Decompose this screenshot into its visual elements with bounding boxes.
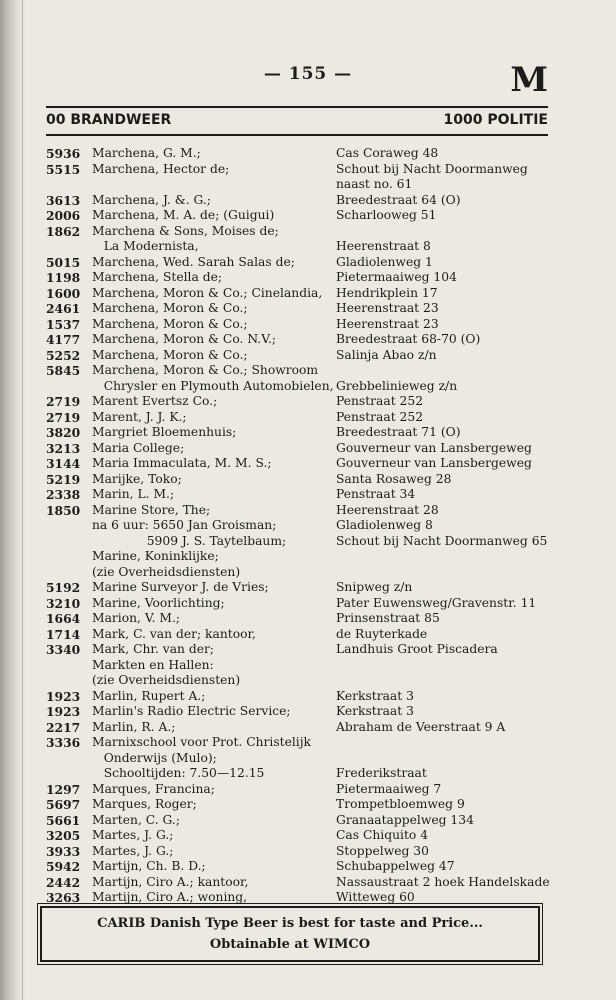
directory-entry [46, 580, 556, 596]
directory-entry [46, 859, 556, 875]
entry-name: Marchena, J. &. G.; [92, 192, 211, 207]
entry-address: Trompetbloemweg 9 [336, 797, 465, 811]
entry-address: Penstraat 34 [336, 487, 416, 501]
entry-phone-number: 1714 [46, 626, 81, 642]
entry-address: Gouverneur van Lansbergeweg [336, 456, 532, 470]
entry-phone-number: 1923 [46, 704, 81, 719]
advertisement-box [40, 906, 540, 962]
entry-phone-number: 1664 [46, 611, 81, 626]
entry-phone-number: 2719 [46, 394, 81, 409]
directory-entry [46, 162, 556, 178]
entry-name: Marchena, Hector de; [92, 161, 230, 176]
header-brandweer: 00 BRANDWEER [46, 112, 172, 128]
entry-address: Kerkstraat 3 [336, 688, 414, 703]
entry-name: Margriet Bloemenhuis; [92, 425, 237, 439]
entry-address: Salinja Abao z/n [336, 347, 437, 362]
entry-name: Maria Immaculata, M. M. S.; [92, 456, 272, 470]
entry-name: Maria College; [92, 440, 185, 455]
entry-name: Marlin, Rupert A.; [92, 688, 206, 703]
entry-phone-number: 3263 [46, 890, 81, 905]
entry-phone-number: 2719 [46, 409, 81, 425]
directory-entry [46, 534, 556, 550]
entry-name: Marlin's Radio Electric Service; [92, 704, 291, 718]
directory-entry [46, 890, 556, 906]
entry-address: Cas Coraweg 48 [336, 146, 439, 160]
entry-name: Marques, Francina; [92, 781, 215, 796]
entry-name: Martijn, Ch. B. D.; [92, 859, 206, 873]
entry-address: Gladiolenweg 1 [336, 254, 433, 269]
directory-entry [46, 751, 556, 767]
directory-entry [46, 704, 556, 720]
entry-address: Cas Chiquito 4 [336, 828, 429, 842]
entry-name: Marchena, G. M.; [92, 146, 201, 160]
advert-line-2: Obtainable at WIMCO [209, 937, 371, 952]
entry-address: Landhuis Groot Piscadera [336, 642, 498, 656]
entry-name: Marine, Koninklijke; [92, 549, 219, 563]
entry-name: Marchena, Moron & Co. N.V.; [92, 332, 276, 346]
entry-name: 5909 J. S. Taytelbaum; [92, 533, 287, 548]
entry-phone-number: 2217 [46, 719, 81, 735]
entry-address: Abraham de Veerstraat 9 A [336, 719, 506, 734]
entry-phone-number: 3213 [46, 440, 81, 456]
entry-phone-number: 1537 [46, 316, 81, 332]
entry-phone-number: 5936 [46, 146, 81, 161]
entry-phone-number: 5845 [46, 363, 81, 378]
directory-entry [46, 394, 556, 410]
directory-entry [46, 193, 556, 209]
entry-name: Marijke, Toko; [92, 471, 182, 486]
entry-phone-number: 2338 [46, 487, 81, 502]
entry-name: Mark, Chr. van der; [92, 642, 215, 656]
directory-entry [46, 828, 556, 844]
entry-phone-number: 5252 [46, 347, 81, 363]
directory-entry [46, 224, 556, 240]
directory-entry [46, 425, 556, 441]
entry-phone-number: 2442 [46, 874, 81, 890]
entry-address: Penstraat 252 [336, 394, 424, 408]
entry-address: Santa Rosaweg 28 [336, 471, 452, 486]
entry-address: Gouverneur van Lansbergeweg [336, 440, 532, 455]
entry-phone-number: 2461 [46, 301, 81, 316]
entry-name: Marine Surveyor J. de Vries; [92, 580, 269, 594]
entry-name: Marchena, Moron & Co.; [92, 347, 248, 362]
spine-edge [22, 0, 23, 1000]
entry-phone-number: 5515 [46, 161, 81, 177]
directory-entry [46, 518, 556, 534]
entry-phone-number: 1198 [46, 270, 81, 285]
entry-address: Heerenstraat 23 [336, 316, 439, 331]
directory-listing [46, 146, 556, 906]
entry-address: Heerenstraat 28 [336, 502, 439, 517]
entry-address: Nassaustraat 2 hoek Handelskade [336, 874, 550, 889]
advert-line-1: CARIB Danish Type Beer is best for taste and Price... [97, 916, 483, 931]
directory-entry [46, 658, 556, 674]
entry-phone-number: 5192 [46, 580, 81, 595]
entry-address: Schubappelweg 47 [336, 859, 455, 873]
directory-entry [46, 487, 556, 503]
entry-address: Breedestraat 71 (O) [336, 425, 461, 439]
entry-phone-number: 3144 [46, 456, 81, 471]
entry-phone-number: 1862 [46, 223, 81, 239]
entry-name: Marchena, Moron & Co.; Showroom [92, 363, 319, 377]
directory-entry [46, 565, 556, 581]
entry-address: Snipweg z/n [336, 580, 413, 594]
entry-phone-number: 5697 [46, 797, 81, 812]
directory-entry [46, 286, 556, 302]
entry-name: Marten, C. G.; [92, 812, 180, 827]
entry-name: Marnixschool voor Prot. Christelijk [92, 735, 312, 749]
directory-entry [46, 844, 556, 860]
directory-entry [46, 301, 556, 317]
entry-address: Prinsenstraat 85 [336, 611, 440, 625]
directory-entry [46, 813, 556, 829]
entry-phone-number: 1850 [46, 502, 81, 518]
entry-name: Marlin, R. A.; [92, 719, 176, 734]
directory-entry [46, 363, 556, 379]
entry-address: Hendrikplein 17 [336, 285, 438, 300]
directory-entry [46, 379, 556, 395]
directory-entry [46, 627, 556, 643]
entry-name: Marchena, Stella de; [92, 270, 222, 284]
directory-entry [46, 596, 556, 612]
entry-name: Mark, C. van der; kantoor, [92, 626, 256, 641]
directory-entry [46, 549, 556, 565]
entry-name: Markten en Hallen: [92, 657, 214, 672]
entry-name: Marchena, Moron & Co.; Cinelandia, [92, 285, 323, 300]
entry-name: Marques, Roger; [92, 797, 197, 811]
entry-name: Marent, J. J. K.; [92, 409, 187, 424]
entry-phone-number: 2006 [46, 208, 81, 223]
directory-entry [46, 441, 556, 457]
entry-phone-number: 1297 [46, 781, 81, 797]
directory-entry [46, 766, 556, 782]
entry-phone-number: 5942 [46, 859, 81, 874]
directory-entry [46, 410, 556, 426]
directory-entry [46, 642, 556, 658]
entry-address: Schout bij Nacht Doormanweg 65 [336, 533, 548, 548]
entry-address: Heerenstraat 23 [336, 301, 439, 315]
entry-name: (zie Overheidsdiensten) [92, 564, 241, 579]
directory-entry [46, 317, 556, 333]
entry-name: Marent Evertsz Co.; [92, 394, 218, 408]
entry-name: Marion, V. M.; [92, 611, 181, 625]
directory-entry [46, 503, 556, 519]
entry-name: Marine, Voorlichting; [92, 595, 225, 610]
entry-phone-number: 3340 [46, 642, 81, 657]
entry-name: Marchena, Wed. Sarah Salas de; [92, 254, 295, 269]
entry-name: (zie Overheidsdiensten) [92, 673, 241, 687]
entry-name: Marchena, M. A. de; (Guigui) [92, 208, 275, 222]
entry-address: Witteweg 60 [336, 890, 415, 904]
entry-name: Martes, J. G.; [92, 828, 174, 842]
entry-address: Kerkstraat 3 [336, 704, 414, 718]
entry-phone-number: 4177 [46, 332, 81, 347]
directory-entry [46, 456, 556, 472]
entry-address: de Ruyterkade [336, 626, 428, 641]
directory-entry [46, 146, 556, 162]
directory-entry [46, 720, 556, 736]
directory-entry [46, 348, 556, 364]
entry-address: Frederikstraat [336, 766, 427, 780]
entry-address: naast no. 61 [336, 177, 413, 191]
entry-name: Schooltijden: 7.50—12.15 [92, 766, 265, 780]
entry-name: Marine Store, The; [92, 502, 211, 517]
directory-entry [46, 611, 556, 627]
entry-phone-number: 3820 [46, 425, 81, 440]
directory-entry [46, 208, 556, 224]
entry-phone-number: 3336 [46, 735, 81, 750]
directory-entry [46, 332, 556, 348]
directory-entry [46, 673, 556, 689]
header-politie: 1000 POLITIE [443, 112, 548, 128]
entry-address: Stoppelweg 30 [336, 843, 429, 858]
entry-address: Breedestraat 64 (O) [336, 192, 461, 207]
directory-entry [46, 875, 556, 891]
directory-entry [46, 255, 556, 271]
entry-address: Penstraat 252 [336, 409, 424, 424]
entry-address: Gladiolenweg 8 [336, 518, 433, 532]
page-number: — 155 — [263, 64, 353, 84]
entry-address: Grebbelinieweg z/n [336, 378, 458, 393]
entry-address: Schout bij Nacht Doormanweg [336, 161, 528, 176]
entry-name: Marchena, Moron & Co.; [92, 301, 248, 315]
entry-name: Marchena & Sons, Moises de; [92, 223, 279, 238]
entry-phone-number: 3613 [46, 192, 81, 208]
entry-name: Martes, J. G.; [92, 843, 174, 858]
emergency-header-bar [46, 106, 548, 136]
entry-address: Pietermaaiweg 104 [336, 270, 457, 284]
directory-entry [46, 472, 556, 488]
entry-phone-number: 3210 [46, 595, 81, 611]
entry-address: Heerenstraat 8 [336, 239, 431, 253]
directory-entry [46, 177, 556, 193]
entry-phone-number: 3205 [46, 828, 81, 843]
directory-entry [46, 689, 556, 705]
entry-address: Pietermaaiweg 7 [336, 781, 442, 796]
directory-entry [46, 735, 556, 751]
entry-phone-number: 5219 [46, 471, 81, 487]
entry-phone-number: 5015 [46, 254, 81, 270]
entry-name: Onderwijs (Mulo); [92, 750, 217, 765]
entry-address: Scharlooweg 51 [336, 208, 437, 222]
entry-address: Granaatappelweg 134 [336, 812, 474, 827]
entry-name: Marchena, Moron & Co.; [92, 316, 248, 331]
directory-entry [46, 797, 556, 813]
index-letter: M [510, 60, 548, 100]
entry-name: Chrysler en Plymouth Automobielen, [92, 378, 334, 393]
entry-name: na 6 uur: 5650 Jan Groisman; [92, 518, 277, 532]
directory-entry [46, 270, 556, 286]
entry-phone-number: 1923 [46, 688, 81, 704]
entry-phone-number: 1600 [46, 285, 81, 301]
entry-name: Marin, L. M.; [92, 487, 175, 501]
entry-name: Martijn, Ciro A.; kantoor, [92, 874, 249, 889]
entry-address: Breedestraat 68-70 (O) [336, 332, 481, 346]
entry-phone-number: 3933 [46, 843, 81, 859]
entry-address: Pater Euwensweg/Gravenstr. 11 [336, 595, 537, 610]
directory-entry [46, 782, 556, 798]
entry-name: Martijn, Ciro A.; woning, [92, 890, 248, 904]
entry-name: La Modernista, [92, 239, 199, 253]
directory-entry [46, 239, 556, 255]
entry-phone-number: 5661 [46, 812, 81, 828]
